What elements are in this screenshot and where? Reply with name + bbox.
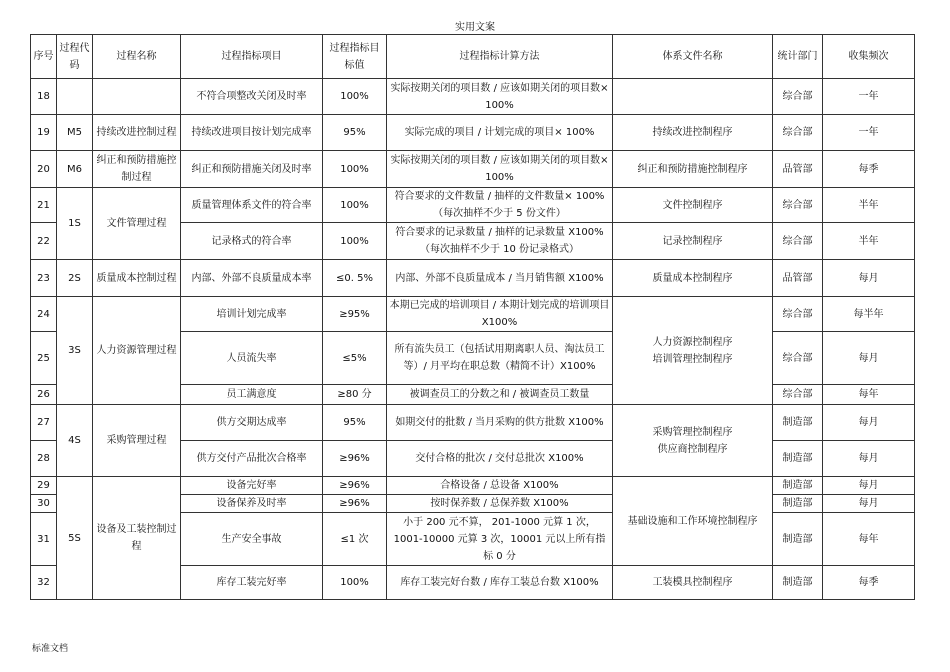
header-seq: 序号 [31,35,57,79]
cell-seq: 26 [31,385,57,405]
cell-seq: 23 [31,260,57,297]
cell-seq: 18 [31,79,57,115]
cell-dept: 综合部 [773,79,823,115]
cell-dept: 综合部 [773,385,823,405]
cell-indicator: 设备完好率 [181,477,323,495]
cell-doc: 工装模具控制程序 [613,566,773,600]
cell-method: 符合要求的记录数量 / 抽样的记录数量 X100%（每次抽样不少于 10 份记录格式） [387,223,613,260]
cell-doc: 持续改进控制程序 [613,115,773,151]
cell-dept: 制造部 [773,566,823,600]
cell-freq: 每月 [823,495,915,513]
cell-freq: 每月 [823,405,915,441]
cell-method: 内部、外部不良质量成本 / 当月销售额 X100% [387,260,613,297]
cell-seq: 25 [31,332,57,385]
cell-doc: 纠正和预防措施控制程序 [613,151,773,188]
cell-indicator: 供方交期达成率 [181,405,323,441]
cell-freq: 每季 [823,566,915,600]
cell-freq: 每半年 [823,297,915,332]
cell-dept: 制造部 [773,495,823,513]
cell-seq: 30 [31,495,57,513]
cell-freq: 每季 [823,151,915,188]
cell-target: 100% [323,151,387,188]
table-row [31,477,915,495]
cell-target: 100% [323,79,387,115]
header-name: 过程名称 [93,35,181,79]
cell-doc [613,79,773,115]
cell-dept: 综合部 [773,332,823,385]
cell-name: 文件管理过程 [93,188,181,260]
table-row [31,188,915,223]
header-target: 过程指标目标值 [323,35,387,79]
cell-target: ≥80 分 [323,385,387,405]
cell-indicator: 人员流失率 [181,332,323,385]
cell-dept: 制造部 [773,477,823,495]
cell-method: 符合要求的文件数量 / 抽样的文件数量× 100%（每次抽样不少于 5 份文件） [387,188,613,223]
header-dept: 统计部门 [773,35,823,79]
cell-seq: 22 [31,223,57,260]
cell-freq: 一年 [823,115,915,151]
cell-target: ≤0. 5% [323,260,387,297]
cell-doc: 采购管理控制程序 供应商控制程序 [613,405,773,477]
cell-freq: 半年 [823,188,915,223]
cell-target: 95% [323,405,387,441]
cell-dept: 综合部 [773,188,823,223]
cell-target: ≥96% [323,441,387,477]
header-row [31,35,915,79]
cell-method: 实际按期关闭的项目数 / 应该如期关闭的项目数× 100% [387,79,613,115]
cell-indicator: 质量管理体系文件的符合率 [181,188,323,223]
cell-indicator: 培训计划完成率 [181,297,323,332]
cell-indicator: 记录格式的符合率 [181,223,323,260]
cell-code: 3S [57,297,93,405]
cell-method: 按时保养数 / 总保养数 X100% [387,495,613,513]
cell-doc: 文件控制程序 [613,188,773,223]
cell-seq: 32 [31,566,57,600]
cell-indicator: 设备保养及时率 [181,495,323,513]
table-row [31,79,915,115]
cell-target: 100% [323,188,387,223]
cell-freq: 每月 [823,441,915,477]
cell-dept: 综合部 [773,223,823,260]
cell-seq: 19 [31,115,57,151]
cell-freq: 一年 [823,79,915,115]
cell-method: 实际按期关闭的项目数 / 应该如期关闭的项目数× 100% [387,151,613,188]
cell-seq: 24 [31,297,57,332]
cell-target: ≥96% [323,477,387,495]
cell-name: 采购管理过程 [93,405,181,477]
cell-code: 5S [57,477,93,600]
cell-target: 95% [323,115,387,151]
cell-dept: 品管部 [773,151,823,188]
cell-target: ≥95% [323,297,387,332]
cell-name: 质量成本控制过程 [93,260,181,297]
cell-indicator: 员工满意度 [181,385,323,405]
cell-seq: 20 [31,151,57,188]
table-row [31,260,915,297]
cell-seq: 21 [31,188,57,223]
table-row [31,151,915,188]
cell-indicator: 不符合项整改关闭及时率 [181,79,323,115]
cell-method: 交付合格的批次 / 交付总批次 X100% [387,441,613,477]
cell-indicator: 生产安全事故 [181,513,323,566]
header-freq: 收集频次 [823,35,915,79]
cell-target: 100% [323,223,387,260]
page-footer: 标准文档 [32,644,69,654]
cell-doc: 人力资源控制程序 培训管理控制程序 [613,297,773,405]
cell-code: 1S [57,188,93,260]
cell-freq: 每年 [823,513,915,566]
header-method: 过程指标计算方法 [387,35,613,79]
cell-indicator: 持续改进项目按计划完成率 [181,115,323,151]
cell-target: 100% [323,566,387,600]
cell-indicator: 纠正和预防措施关闭及时率 [181,151,323,188]
cell-target: ≥96% [323,495,387,513]
cell-doc: 质量成本控制程序 [613,260,773,297]
cell-seq: 29 [31,477,57,495]
header-code: 过程代码 [57,35,93,79]
cell-dept: 制造部 [773,513,823,566]
cell-method: 如期交付的批数 / 当月采购的供方批数 X100% [387,405,613,441]
cell-freq: 每月 [823,477,915,495]
cell-dept: 综合部 [773,115,823,151]
cell-seq: 28 [31,441,57,477]
cell-dept: 综合部 [773,297,823,332]
cell-method: 所有流失员工（包括试用期离职人员、淘汰员工等）/ 月平均在职总数（精简不计）X100% [387,332,613,385]
table-row [31,405,915,441]
cell-code [57,79,93,115]
cell-indicator: 供方交付产品批次合格率 [181,441,323,477]
cell-name [93,79,181,115]
cell-indicator: 内部、外部不良质量成本率 [181,260,323,297]
cell-dept: 制造部 [773,405,823,441]
cell-code: 2S [57,260,93,297]
cell-code: M5 [57,115,93,151]
cell-doc: 记录控制程序 [613,223,773,260]
cell-method: 小于 200 元不算， 201-1000 元算 1 次，1001-10000 元算 3 次，10001 元以上所有指标 0 分 [387,513,613,566]
cell-method: 被调查员工的分数之和 / 被调查员工数量 [387,385,613,405]
cell-indicator: 库存工装完好率 [181,566,323,600]
cell-method: 本期已完成的培训项目 / 本期计划完成的培训项目 X100% [387,297,613,332]
table-row [31,115,915,151]
cell-name: 设备及工装控制过程 [93,477,181,600]
cell-name: 人力资源管理过程 [93,297,181,405]
header-indicator: 过程指标项目 [181,35,323,79]
cell-dept: 制造部 [773,441,823,477]
cell-code: M6 [57,151,93,188]
cell-method: 库存工装完好台数 / 库存工装总台数 X100% [387,566,613,600]
cell-freq: 半年 [823,223,915,260]
cell-target: ≤1 次 [323,513,387,566]
cell-code: 4S [57,405,93,477]
cell-method: 合格设备 / 总设备 X100% [387,477,613,495]
cell-freq: 每月 [823,260,915,297]
cell-target: ≤5% [323,332,387,385]
process-indicator-table [30,34,915,600]
page-header: 实用文案 [455,22,495,33]
cell-seq: 31 [31,513,57,566]
header-doc: 体系文件名称 [613,35,773,79]
cell-name: 纠正和预防措施控制过程 [93,151,181,188]
cell-freq: 每月 [823,332,915,385]
cell-dept: 品管部 [773,260,823,297]
table-row [31,297,915,332]
cell-doc: 基础设施和工作环境控制程序 [613,477,773,566]
cell-name: 持续改进控制过程 [93,115,181,151]
cell-method: 实际完成的项目 / 计划完成的项目× 100% [387,115,613,151]
cell-seq: 27 [31,405,57,441]
cell-freq: 每年 [823,385,915,405]
